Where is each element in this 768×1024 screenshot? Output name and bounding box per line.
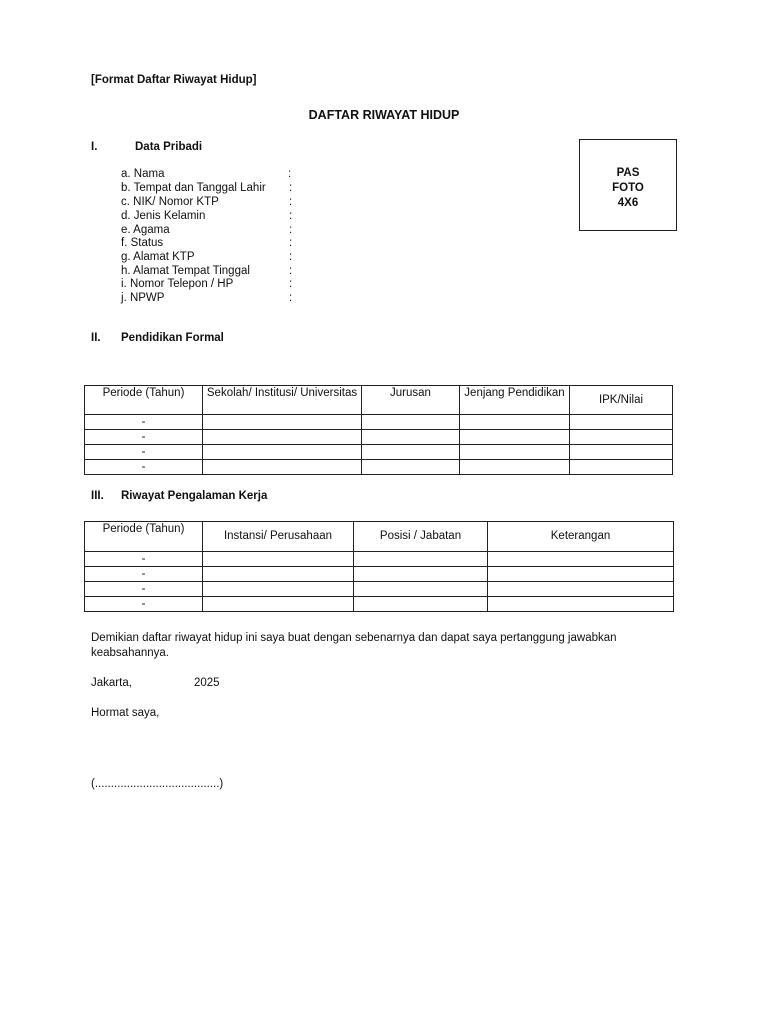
- field-colon: :: [288, 168, 292, 180]
- column-header: Periode (Tahun): [85, 522, 203, 552]
- table-cell: [488, 582, 674, 597]
- column-header: Keterangan: [488, 522, 674, 552]
- column-header: Posisi / Jabatan: [354, 522, 488, 552]
- table-cell: [203, 460, 362, 475]
- field-colon: :: [289, 292, 293, 304]
- table-cell: [203, 597, 354, 612]
- table-cell: -: [85, 460, 203, 475]
- table-row: [85, 460, 673, 475]
- field-colon: :: [289, 278, 293, 290]
- table-cell: [362, 460, 460, 475]
- field-row-ttl: [121, 181, 301, 195]
- photo-line: FOTO: [612, 182, 644, 194]
- field-label: c. NIK/ Nomor KTP: [121, 196, 219, 208]
- table-cell: -: [85, 567, 203, 582]
- column-header: Periode (Tahun): [85, 386, 203, 415]
- table-cell: [203, 415, 362, 430]
- field-label: g. Alamat KTP: [121, 251, 195, 263]
- table-row: [85, 582, 674, 597]
- table-cell: [570, 460, 673, 475]
- table-cell: [354, 567, 488, 582]
- field-label: h. Alamat Tempat Tinggal: [121, 265, 250, 277]
- section-number-personal: I.: [91, 141, 98, 153]
- table-cell: [570, 445, 673, 460]
- table-row: [85, 567, 674, 582]
- table-cell: [570, 415, 673, 430]
- table-cell: [203, 552, 354, 567]
- format-label: [Format Daftar Riwayat Hidup]: [91, 74, 257, 86]
- column-header: Sekolah/ Institusi/ Universitas: [203, 386, 362, 415]
- field-row-alamat-tinggal: [121, 264, 301, 278]
- statement-paragraph: Demikian daftar riwayat hidup ini saya buat dengan sebenarnya dan dapat saya pertanggung jawabkan keabsahannya.: [91, 632, 617, 659]
- table-cell: [488, 552, 674, 567]
- field-label: b. Tempat dan Tanggal Lahir: [121, 182, 266, 194]
- table-cell: [203, 445, 362, 460]
- table-cell: -: [85, 415, 203, 430]
- table-cell: [460, 430, 570, 445]
- education-table: [84, 385, 673, 475]
- section-title-personal: Data Pribadi: [135, 141, 203, 153]
- table-row: [85, 597, 674, 612]
- field-row-telepon: [121, 277, 301, 291]
- table-cell: -: [85, 597, 203, 612]
- table-cell: [362, 430, 460, 445]
- section-number-education: II.: [91, 332, 101, 344]
- table-cell: [203, 582, 354, 597]
- section-title-work: Riwayat Pengalaman Kerja: [121, 490, 268, 502]
- photo-line: PAS: [616, 167, 640, 179]
- table-header-row: [85, 522, 674, 552]
- table-cell: -: [85, 430, 203, 445]
- table-cell: -: [85, 445, 203, 460]
- field-row-nama: [121, 167, 301, 181]
- table-row: [85, 430, 673, 445]
- table-cell: [460, 415, 570, 430]
- field-label: a. Nama: [121, 168, 165, 180]
- field-label: j. NPWP: [121, 292, 165, 304]
- field-row-alamat-ktp: [121, 250, 301, 264]
- field-colon: :: [289, 251, 293, 263]
- column-header: Jurusan: [362, 386, 460, 415]
- field-colon: :: [289, 237, 293, 249]
- table-cell: [362, 445, 460, 460]
- table-cell: -: [85, 552, 203, 567]
- table-header-row: [85, 386, 673, 415]
- field-colon: :: [289, 196, 293, 208]
- table-cell: [203, 567, 354, 582]
- table-cell: [203, 430, 362, 445]
- table-cell: [354, 597, 488, 612]
- table-cell: [354, 552, 488, 567]
- field-colon: :: [289, 210, 293, 222]
- document-title: DAFTAR RIWAYAT HIDUP: [308, 108, 460, 122]
- field-colon: :: [289, 182, 293, 194]
- field-label: f. Status: [121, 237, 164, 249]
- field-row-npwp: [121, 291, 301, 305]
- table-row: [85, 552, 674, 567]
- table-row: [85, 415, 673, 430]
- section-number-work: III.: [91, 490, 104, 502]
- column-header: Instansi/ Perusahaan: [203, 522, 354, 552]
- field-colon: :: [289, 265, 293, 277]
- field-label: e. Agama: [121, 224, 170, 236]
- table-cell: -: [85, 582, 203, 597]
- field-row-nik: [121, 195, 301, 209]
- signature-line: (.......................................): [91, 778, 224, 790]
- table-row: [85, 445, 673, 460]
- table-cell: [488, 567, 674, 582]
- section-title-education: Pendidikan Formal: [121, 332, 224, 344]
- field-colon: :: [289, 224, 293, 236]
- field-row-status: [121, 236, 301, 250]
- field-label: d. Jenis Kelamin: [121, 210, 206, 222]
- table-cell: [488, 597, 674, 612]
- field-row-jenis-kelamin: [121, 209, 301, 223]
- table-cell: [460, 445, 570, 460]
- table-cell: [362, 415, 460, 430]
- place-label: Jakarta,: [91, 677, 132, 689]
- photo-line: 4X6: [617, 197, 639, 209]
- column-header: IPK/Nilai: [570, 386, 673, 415]
- column-header: Jenjang Pendidikan: [460, 386, 570, 415]
- table-cell: [460, 460, 570, 475]
- closing-salutation: Hormat saya,: [91, 707, 160, 719]
- table-cell: [570, 430, 673, 445]
- year-label: 2025: [194, 677, 220, 689]
- table-cell: [354, 582, 488, 597]
- field-label: i. Nomor Telepon / HP: [121, 278, 234, 290]
- photo-placeholder: [579, 139, 677, 231]
- field-row-agama: [121, 223, 301, 237]
- work-table: [84, 521, 674, 612]
